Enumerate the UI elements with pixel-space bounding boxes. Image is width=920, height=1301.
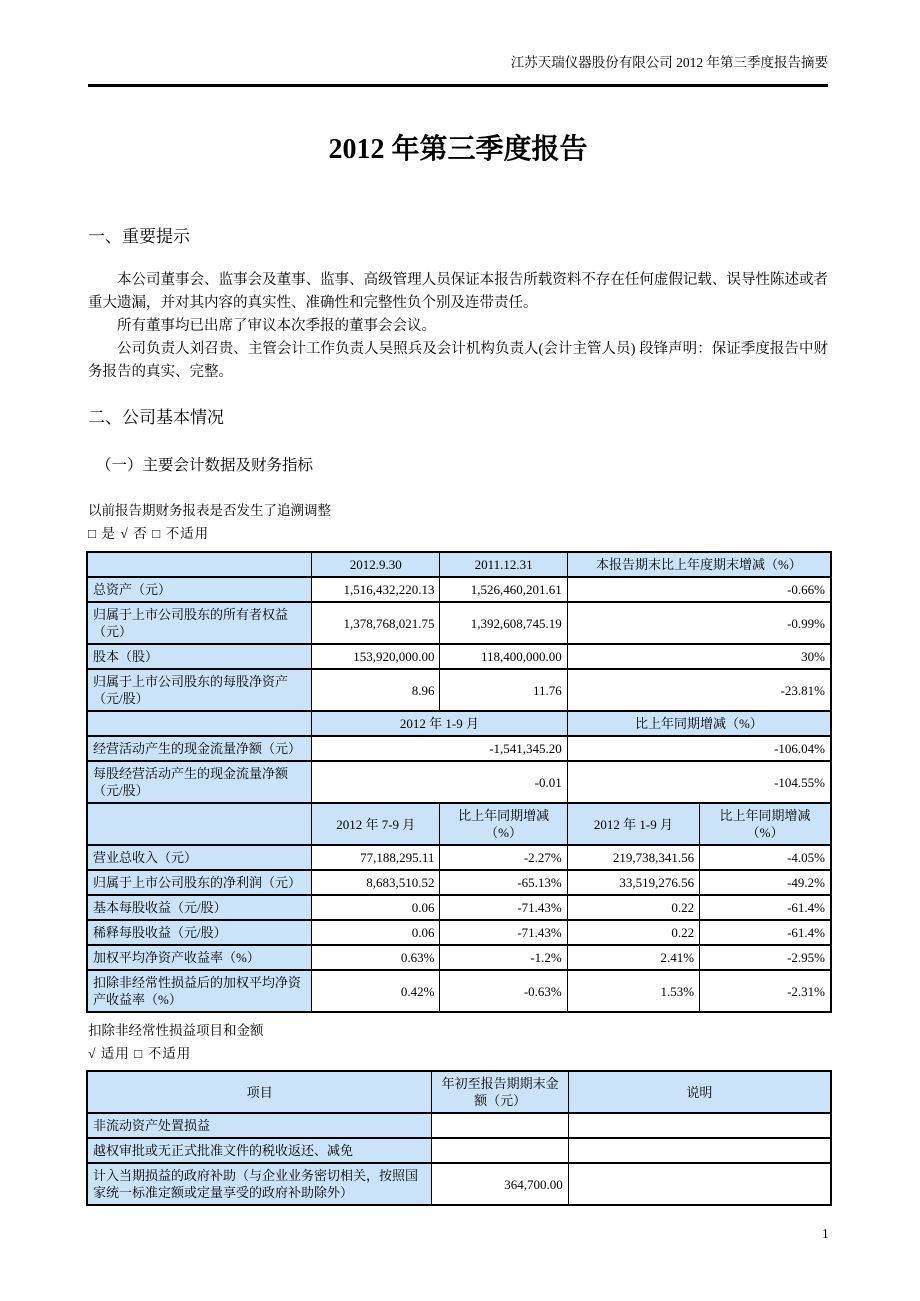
report-title: 2012 年第三季度报告	[328, 134, 588, 165]
cell-value: 0.22	[567, 920, 699, 945]
table-row	[87, 945, 831, 970]
column-header: 比上年同期增减（%）	[700, 803, 831, 845]
cell-value: 1,526,460,201.61	[440, 577, 567, 602]
cell-value: 11.76	[440, 669, 567, 711]
non-recurring-note: 扣除非经常性损益项目和金额	[88, 1023, 264, 1038]
page-header-text: 江苏天瑞仪器股份有限公司 2012 年第三季度报告摘要	[510, 55, 828, 70]
page-number: 1	[822, 1226, 829, 1241]
cell-value: 219,738,341.56	[567, 845, 699, 870]
cell-value: 153,920,000.00	[312, 644, 440, 669]
table-row	[87, 845, 831, 870]
column-header: 2012.9.30	[312, 552, 440, 577]
non-recurring-checkbox-options: √ 适用 □ 不适用	[88, 1046, 192, 1061]
cell-value: 0.63%	[312, 945, 440, 970]
cell-value: -0.63%	[440, 970, 567, 1012]
table-row	[87, 577, 831, 602]
cell-value: 0.06	[312, 920, 440, 945]
row-label: 扣除非经常性损益后的加权平均净资产收益率（%）	[87, 970, 312, 1012]
table-row	[87, 761, 831, 803]
column-header: 本报告期末比上年度期末增减（%）	[567, 552, 831, 577]
cell-value: 1,378,768,021.75	[312, 602, 440, 644]
cell-value: 118,400,000.00	[440, 644, 567, 669]
notice-paragraphs	[88, 269, 828, 384]
cell-value: -1.2%	[440, 945, 567, 970]
corner-cell	[87, 552, 312, 577]
row-label: 每股经营活动产生的现金流量净额（元/股）	[87, 761, 312, 803]
table-row	[87, 920, 831, 945]
corner-cell	[87, 711, 312, 736]
subsection-heading-financials: （一）主要会计数据及财务指标	[96, 457, 314, 474]
cell-value: -71.43%	[440, 895, 567, 920]
section-heading-notice: 一、重要提示	[88, 227, 190, 246]
column-header: 说明	[568, 1071, 831, 1113]
row-label: 非流动资产处置损益	[87, 1113, 432, 1138]
cell-value: 77,188,295.11	[312, 845, 440, 870]
column-header: 2011.12.31	[440, 552, 567, 577]
row-label: 营业总收入（元）	[87, 845, 312, 870]
table-row	[87, 870, 831, 895]
cell-value	[432, 1113, 568, 1138]
cell-value: 33,519,276.56	[567, 870, 699, 895]
row-label: 越权审批或无正式批准文件的税收返还、减免	[87, 1138, 432, 1163]
cell-value: -104.55%	[567, 761, 831, 803]
notice-paragraph-2: 所有董事均已出席了审议本次季报的董事会会议。	[117, 318, 436, 334]
column-header: 2012 年 7-9 月	[312, 803, 440, 845]
column-header: 2012 年 1-9 月	[567, 803, 699, 845]
cell-value: 1,516,432,220.13	[312, 577, 440, 602]
cell-value: 364,700.00	[432, 1163, 568, 1205]
cell-value	[568, 1163, 831, 1205]
table-row	[87, 1113, 831, 1138]
row-label: 稀释每股收益（元/股）	[87, 920, 312, 945]
table-row	[87, 669, 831, 711]
cell-value: 0.42%	[312, 970, 440, 1012]
cell-value: -0.99%	[567, 602, 831, 644]
cell-value: -2.31%	[700, 970, 831, 1012]
cell-value: -2.27%	[440, 845, 567, 870]
cell-value: 8.96	[312, 669, 440, 711]
cell-value: 30%	[567, 644, 831, 669]
row-label: 归属于上市公司股东的净利润（元）	[87, 870, 312, 895]
restatement-question: 以前报告期财务报表是否发生了追溯调整	[88, 503, 331, 518]
notice-paragraph-1: 本公司董事会、监事会及董事、监事、高级管理人员保证本报告所载资料不存在任何虚假记载、误导性陈述或者重大遗漏，并对其内容的真实性、准确性和完整性负个别及连带责任。	[88, 272, 828, 311]
table-subheader-row	[87, 803, 831, 845]
restatement-checkbox-options: □ 是 √ 否 □ 不适用	[88, 526, 210, 541]
cell-value: 8,683,510.52	[312, 870, 440, 895]
notice-paragraph-3: 公司负责人刘召贵、主管会计工作负责人吴照兵及会计机构负责人(会计主管人员) 段锋声明：保证季度报告中财务报告的真实、完整。	[88, 341, 828, 380]
cell-value: -49.2%	[700, 870, 831, 895]
cell-value: -1,541,345.20	[312, 736, 568, 761]
cell-value: 2.41%	[567, 945, 699, 970]
non-recurring-items-table	[86, 1070, 832, 1206]
row-label: 股本（股）	[87, 644, 312, 669]
section-heading-company: 二、公司基本情况	[88, 408, 224, 427]
cell-value: 1,392,608,745.19	[440, 602, 567, 644]
cell-value: -2.95%	[700, 945, 831, 970]
column-header: 比上年同期增减（%）	[440, 803, 567, 845]
table-row	[87, 895, 831, 920]
table-subheader-row	[87, 711, 831, 736]
cell-value: -61.4%	[700, 920, 831, 945]
cell-value: 1.53%	[567, 970, 699, 1012]
cell-value	[432, 1138, 568, 1163]
column-header: 年初至报告期期末金额（元）	[432, 1071, 568, 1113]
row-label: 归属于上市公司股东的所有者权益（元）	[87, 602, 312, 644]
cell-value: -0.01	[312, 761, 568, 803]
corner-cell	[87, 803, 312, 845]
cell-value: -61.4%	[700, 895, 831, 920]
table-row	[87, 736, 831, 761]
table-row	[87, 644, 831, 669]
table-row	[87, 970, 831, 1012]
row-label: 计入当期损益的政府补助（与企业业务密切相关，按照国家统一标准定额或定量享受的政府补助除外）	[87, 1163, 432, 1205]
row-label: 加权平均净资产收益率（%）	[87, 945, 312, 970]
table-header-row	[87, 552, 831, 577]
table-row	[87, 1138, 831, 1163]
row-label: 经营活动产生的现金流量净额（元）	[87, 736, 312, 761]
column-header: 2012 年 1-9 月	[312, 711, 568, 736]
table-row	[87, 1163, 831, 1205]
row-label: 总资产（元）	[87, 577, 312, 602]
page-header	[88, 0, 828, 87]
key-financials-table	[86, 551, 832, 1013]
cell-value: 0.06	[312, 895, 440, 920]
table-header-row	[87, 1071, 831, 1113]
cell-value	[568, 1138, 831, 1163]
row-label: 归属于上市公司股东的每股净资产（元/股）	[87, 669, 312, 711]
cell-value: 0.22	[567, 895, 699, 920]
cell-value: -65.13%	[440, 870, 567, 895]
cell-value: -23.81%	[567, 669, 831, 711]
cell-value	[568, 1113, 831, 1138]
cell-value: -71.43%	[440, 920, 567, 945]
cell-value: -106.04%	[567, 736, 831, 761]
row-label: 基本每股收益（元/股）	[87, 895, 312, 920]
cell-value: -4.05%	[700, 845, 831, 870]
column-header: 项目	[87, 1071, 432, 1113]
table-row	[87, 602, 831, 644]
column-header: 比上年同期增减（%）	[567, 711, 831, 736]
cell-value: -0.66%	[567, 577, 831, 602]
